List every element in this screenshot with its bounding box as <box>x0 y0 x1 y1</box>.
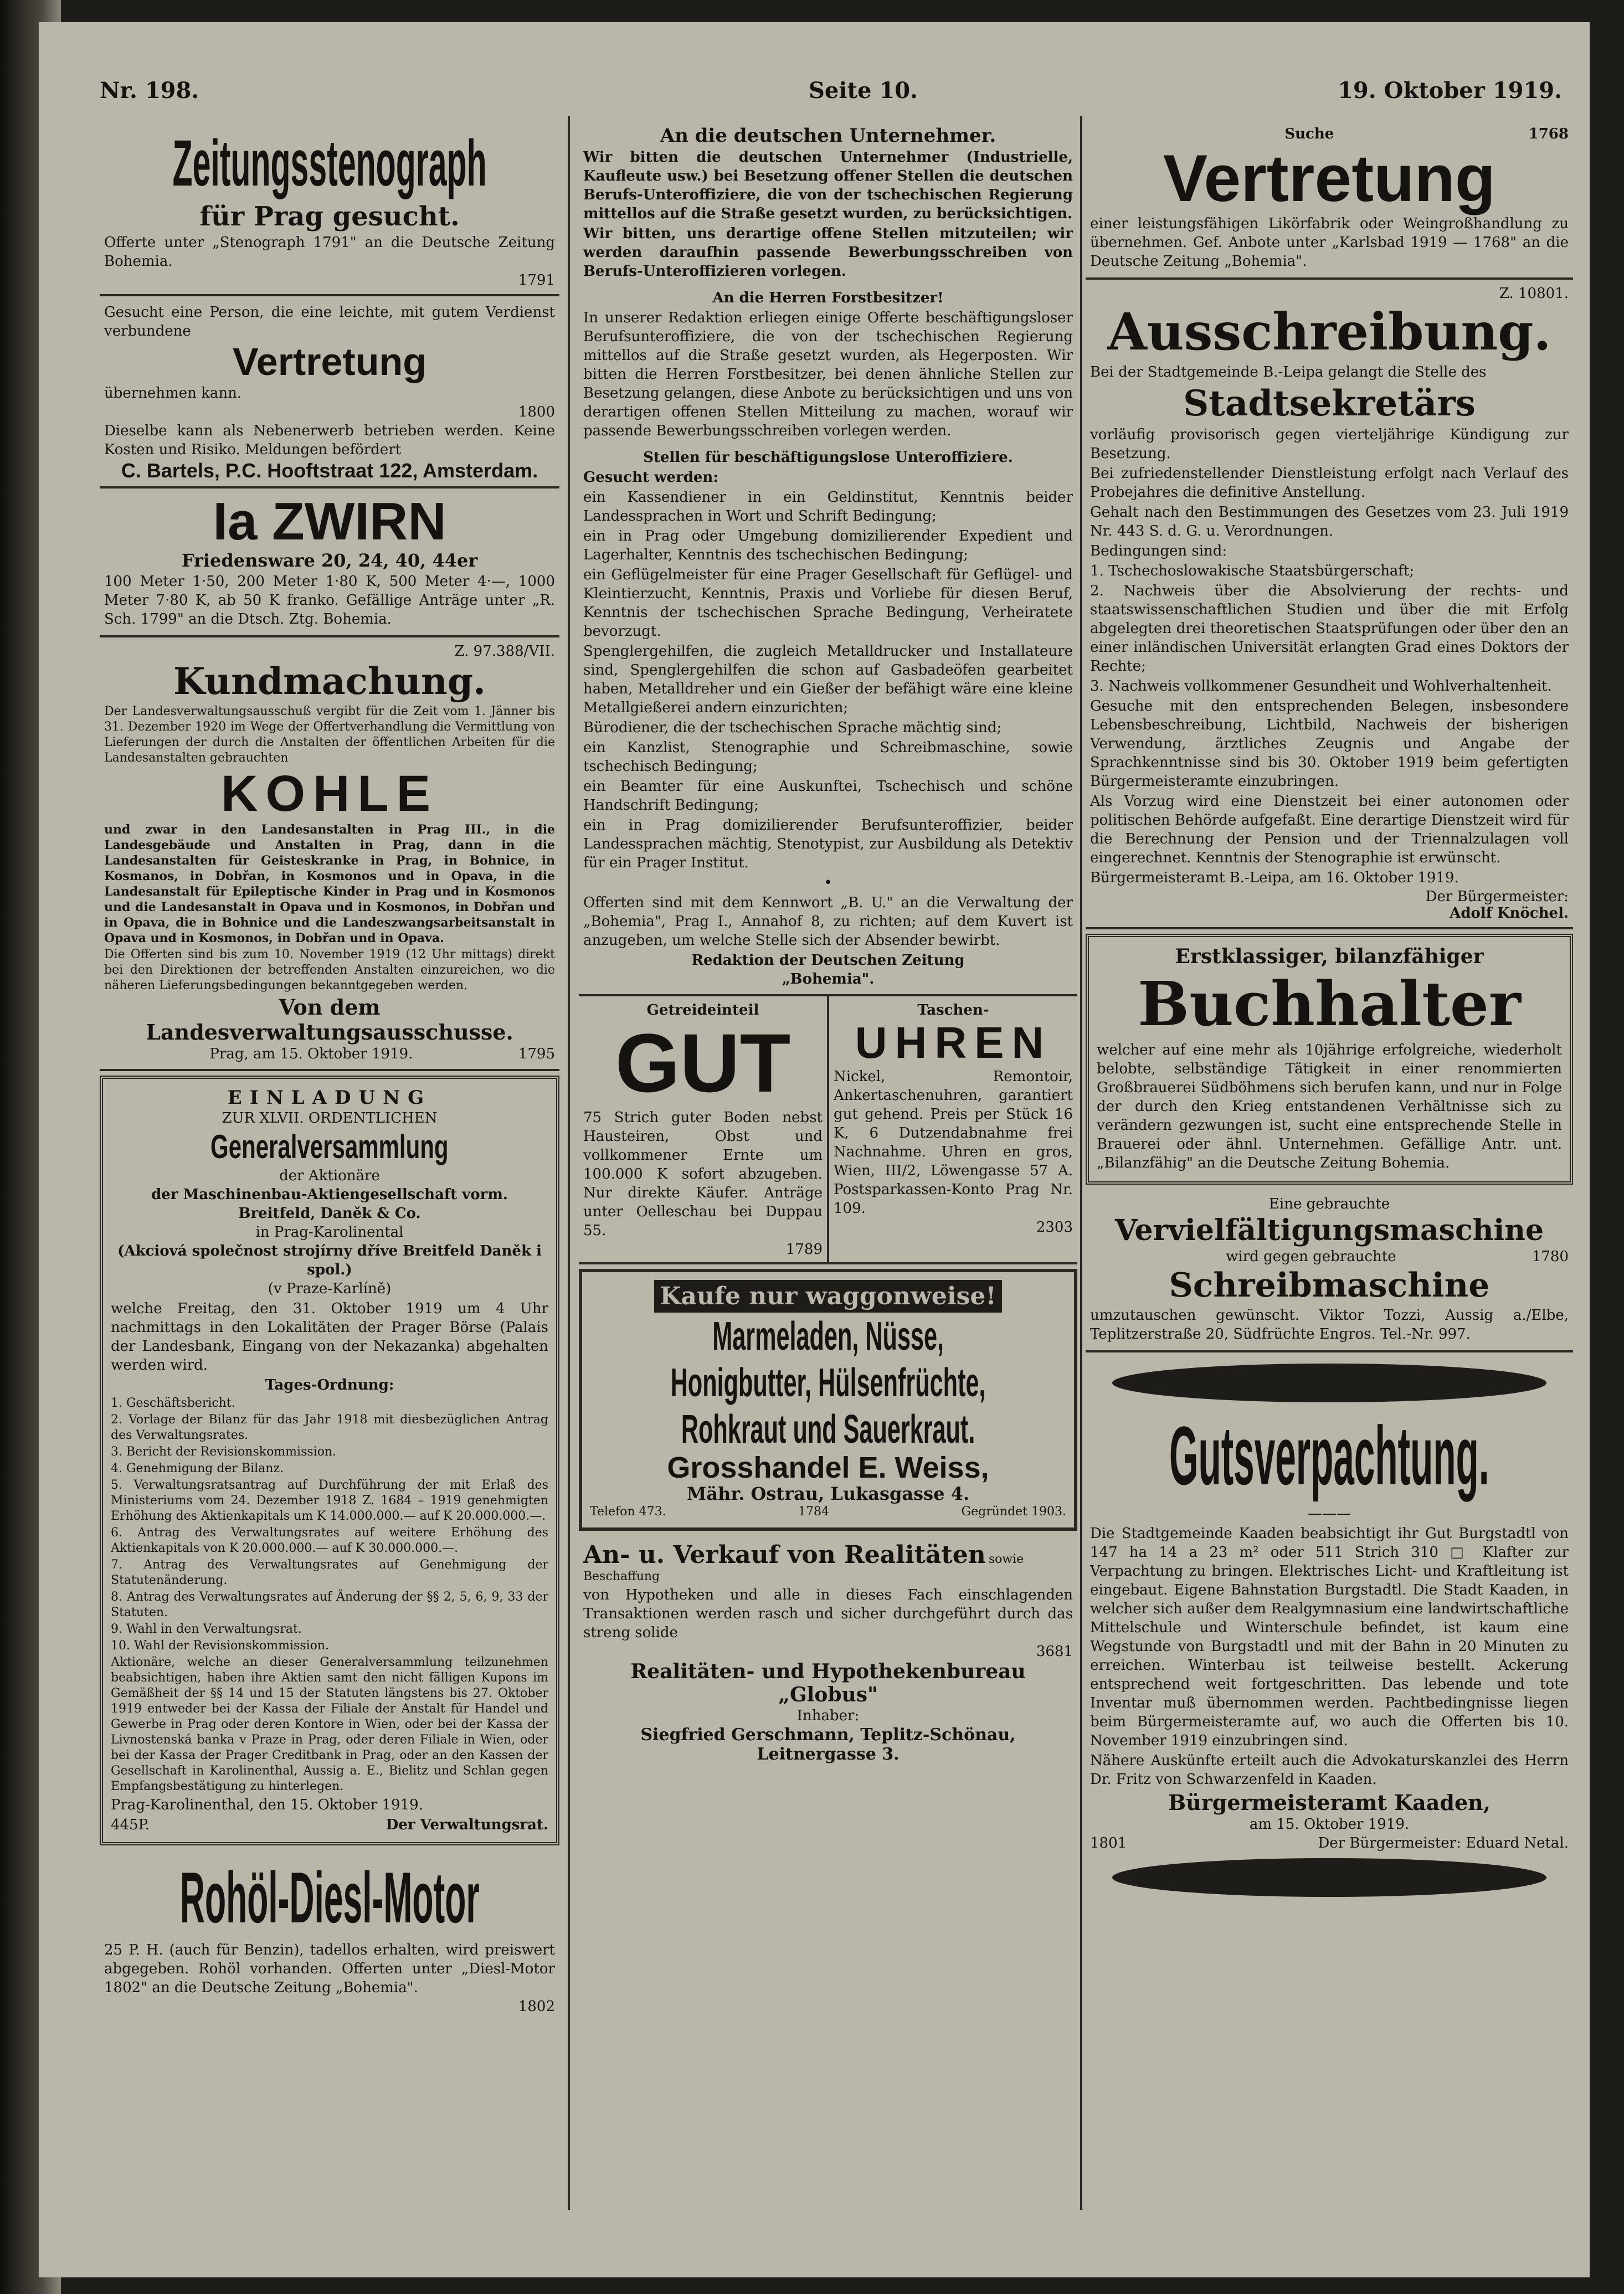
ad-company: Grosshandel E. Weiss, <box>667 1451 989 1484</box>
ad-motor <box>100 1850 559 2020</box>
column-right <box>1086 119 1573 1908</box>
ad-title: UHREN <box>855 1018 1052 1067</box>
list-item: 2. Nachweis über die Absolvierung der rechts- und staatswissenschaftlichen Studien und über die mit Erfolg abgelegten drei theoretischen Staatsprüfungen oder über den an einer inländischen Universität erlangten Grad eines Doktors der Rechte; <box>1090 583 1569 675</box>
list-item: ein in Prag oder Umgebung domizilierender Expedient und Lagerhalter, Kenntnis des tschechischen Bedingung; <box>583 528 1073 563</box>
list-item: ein in Prag domizilierender Berufsunteroffizier, beider Landessprachen mächtig, Stenotypist, zur Ausbildung als Detektiv für ein Prager Institut. <box>583 817 1073 871</box>
decorative-bar <box>1112 1858 1546 1897</box>
ad-text: übernehmen kann. <box>104 384 242 402</box>
ad-title: Vertretung <box>1163 141 1496 215</box>
ad-text: 75 Strich guter Boden nebst Hausteiren, Obst und vollkommener Ernte um 100.000 K sofort abzugeben. Nur direkte Käufer. Anträge unter Oelleschau bei Duppau 55. <box>583 1109 823 1239</box>
ad-subtitle: Friedensware 20, 24, 40, 44er <box>181 550 478 572</box>
ad-text: In unserer Redaktion erliegen einige Offerte beschäftigungsloser Berufsunteroffiziere, die von der tschechischen Regierung mittellos auf die Straße gesetzt wurden, als Hegerposten. Wir bitten die Herren Forstbesitzer, bei denen ähnliche Stellen zur Besetzung gelangen, diese Anbote zu berücksichtigen und uns von derartigen offenen Stellen Mitteilung zu machen, worauf wir passende Bewerbungsschreiben vorlegen werden. <box>583 310 1073 439</box>
ad-reference: Z. 10801. <box>1499 285 1569 302</box>
list-item: ein Beamter für eine Auskunftei, Tschechisch und schöne Handschrift Bedingung; <box>583 778 1073 814</box>
ad-title-row: An- u. Verkauf von Realitäten sowie Beschaffung <box>583 1541 1024 1584</box>
ad-label: Suche 1768 <box>1284 126 1569 142</box>
ad-title: An die deutschen Unternehmer. <box>660 125 996 147</box>
ad-title: EINLADUNG <box>227 1086 432 1109</box>
ad-text: welche Freitag, den 31. Oktober 1919 um 4 Uhr nachmittags in den Lokalitäten der Prager Börse (Palais der Landesbank, Eingang von der Nekazanka) abgehalten werden wird. <box>111 1300 548 1374</box>
ad-text: umzutauschen gewünscht. Viktor Tozzi, Aussig a./Elbe, Teplitzerstraße 20, Südfrüchte Engros. Tel.-Nr. 997. <box>1090 1307 1569 1343</box>
column-rule-1 <box>568 116 570 2210</box>
ad-subtitle: Eine gebrauchte <box>1268 1196 1390 1212</box>
ad-subtitle: Erstklassiger, bilanzfähiger <box>1175 945 1484 968</box>
ad-company: der Maschinenbau-Aktiengesellschaft vorm. Breitfeld, Daněk & Co. <box>151 1186 508 1222</box>
ad-footer: 445P. Der Verwaltungsrat. <box>111 1816 548 1833</box>
ad-text: Gesucht eine Person, die eine leichte, mit gutem Verdienst verbundene <box>104 304 555 340</box>
ad-title: Ausschreibung. <box>1107 302 1551 362</box>
list-item: 9. Wahl in den Verwaltungsrat. <box>111 1622 302 1636</box>
ad-buchhalter <box>1086 934 1573 1185</box>
list-item: 3. Nachweis vollkommener Gesundheit und Wohlverhaltenheit. <box>1090 678 1552 695</box>
ad-reference: Z. 97.388/VII. <box>454 643 555 660</box>
ad-signature: Adolf Knöchel. <box>1450 905 1569 922</box>
ad-title: Zeitungsstenograph <box>172 127 487 200</box>
ad-text: Bei zufriedenstellender Dienstleistung erfolgt nach Verlauf des Probejahres die definitive Anstellung. <box>1090 465 1569 501</box>
ad-text: Die Offerten sind bis zum 10. November 1919 (12 Uhr mittags) direkt bei den Direktionen der betreffenden Anstalten einzureichen, wo die näheren Lieferungsbedingungen bekanntgegeben werden. <box>104 947 555 992</box>
ad-text: Dieselbe kann als Nebenerwerb betrieben werden. Keine Kosten und Risiko. Meldungen befördert <box>104 422 555 458</box>
issue-number: Nr. 198. <box>100 78 199 104</box>
ad-text: Gesuche mit den entsprechenden Belegen, insbesondere Lebensbeschreibung, Lichtbild, Nachweis der bisherigen Verwendung, ärztliches Zeugnis und Angabe der Sprachkenntnisse sind bis 30. Oktober 1919 beim gefertigten Bürgermeisteramte einzubringen. <box>1090 698 1569 790</box>
ad-text: vorläufig provisorisch gegen vierteljährige Kündigung zur Besetzung. <box>1090 426 1569 462</box>
ad-text: Wir bitten die deutschen Unternehmer (Industrielle, Kaufleute usw.) bei Besetzung offener Stellen die deutschen Berufs-Unteroffiziere, die von der tschechischen Regierung mittellos auf die Straße gesetzt wurden, zu berücksichtigen. <box>583 149 1073 222</box>
ad-date: Prag-Karolinenthal, den 15. Oktober 1919. <box>111 1796 423 1813</box>
ad-text: Bei der Stadtgemeinde B.-Leipa gelangt die Stelle des <box>1090 364 1487 380</box>
ad-title: GUT <box>615 1016 791 1109</box>
ad-agenda-title: Tages-Ordnung: <box>265 1376 394 1393</box>
ad-date: Bürgermeisteramt B.-Leipa, am 16. Oktober 1919. <box>1090 870 1459 886</box>
ad-text: Nähere Auskünfte erteilt auch die Advokaturskanzlei des Herrn Dr. Fritz von Schwarzenfeld in Kaaden. <box>1090 1752 1569 1788</box>
product-item: Rohkraut und Sauerkraut. <box>681 1407 975 1452</box>
ad-uhren <box>827 996 1077 1262</box>
ad-weiss <box>579 1269 1077 1531</box>
separator-dot: • <box>824 875 832 891</box>
list-item: 8. Antrag des Verwaltungsrates auf Änderung der §§ 2, 5, 6, 9, 33 der Statuten. <box>111 1590 548 1619</box>
ad-label: Getreideinteil <box>646 1002 759 1019</box>
product-item: Marmeladen, Nüsse, <box>712 1314 944 1359</box>
ad-footer: Telefon 473. 1784 Gegründet 1903. <box>590 1505 1066 1519</box>
ad-stenograph <box>100 119 559 296</box>
column-rule-2 <box>1080 116 1082 2210</box>
issue-date: 19. Oktober 1919. <box>1338 78 1562 104</box>
ad-unternehmer <box>579 119 1077 996</box>
decorative-bar <box>1112 1364 1546 1402</box>
ad-text: Nickel, Remontoir, Ankertaschenuhren, garantiert gut gehend. Preis per Stück 16 K, 6 Dutzendabnahme frei Nachnahme. Uhren en gros, Wien, III/2, Löwengasse 57 A. Postsparkassen-Konto Prag Nr. 109. <box>834 1068 1073 1217</box>
list-item: Bürodiener, die der tschechischen Sprache mächtig sind; <box>583 719 1002 736</box>
ad-label: Taschen- <box>917 1002 989 1019</box>
ad-text: und zwar in den Landesanstalten in Prag III., in die Landesgebäude und Anstalten in Prag, dann in die Landesanstalten für Geisteskranke in Prag, in Bohnice, in Kosmanos, in Dobřan, in Kosmonos und in Opava, in die Landesanstalt für Epileptische Kinder in Prag und in Kosmonos und die Landesanstalt in Opava und in Kosmonos, in Dobřan und in Opava, die in Bohnice und die Landeszwangsarbeitsanstalt in Opava und in Kosmonos, in Dobřan und in Opava. <box>104 822 555 945</box>
ad-signature: Von dem Landesverwaltungsausschusse. <box>146 994 513 1045</box>
ad-title-position: Stadtsekretärs <box>1183 383 1476 424</box>
ad-code: 1800 <box>518 403 555 420</box>
ad-date: am 15. Oktober 1919. <box>1249 1816 1410 1833</box>
list-item: 4. Genehmigung der Bilanz. <box>111 1461 284 1475</box>
ad-place-czech: (v Praze-Karlíně) <box>268 1280 392 1297</box>
ad-code: 3681 <box>1036 1643 1073 1660</box>
list-item: 6. Antrag des Verwaltungsrates auf weitere Erhöhung des Aktienkapitals von K 20.000.000.— auf K 30.000.000.—. <box>111 1525 548 1555</box>
ad-maschine <box>1086 1189 1573 1352</box>
column-middle <box>579 119 1077 1770</box>
list-item: 5. Verwaltungsratsantrag auf Durchführung der mit Erlaß des Ministeriums vom 24. Dezember 1918 Z. 1684 – 1919 genehmigten Erhöhung des Aktienkapitals um K 14.000.000.— auf K 20.000.000.—. <box>111 1478 548 1523</box>
ad-title-kohle: KOHLE <box>221 765 438 822</box>
ad-text: Offerte unter „Stenograph 1791" an die Deutsche Zeitung Bohemia. <box>104 234 555 270</box>
product-item: Honigbutter, Hülsenfrüchte, <box>670 1360 986 1405</box>
ad-place: in Prag-Karolinental <box>255 1223 404 1241</box>
ad-text: Als Vorzug wird eine Dienstzeit bei einer autonomen oder politischen Behörde aufgefaßt. Eine derartige Dienstzeit wird für die Berechnung der Pension und der Triennalzulagen voll eingerechnet. Kenntnis der Stenographie ist erwünscht. <box>1090 793 1569 866</box>
ad-title-schreibmaschine: Schreibmaschine <box>1169 1266 1490 1305</box>
ad-einladung <box>100 1076 559 1845</box>
ad-code: 1789 <box>785 1241 823 1258</box>
ad-place-date: Prag, am 15. Oktober 1919. 1795 <box>209 1045 555 1062</box>
ad-address: C. Bartels, P.C. Hooftstraat 122, Amsterdam. <box>121 459 538 482</box>
ad-office: Realitäten- und Hypothekenbureau „Globus" <box>630 1660 1026 1707</box>
ad-text: der Aktionäre <box>279 1167 380 1184</box>
ad-text-row: wird gegen gebrauchte 1780 <box>1226 1248 1569 1265</box>
list-item: 10. Wahl der Revisionskommission. <box>111 1638 330 1653</box>
list-item: Spenglergehilfen, die zugleich Metalldrucker und Installateure sind, Spenglergehilfen die schon auf Gasbadeöfen gearbeitet haben, Metalldreher und ein Gießer der befähigt wäre eine kleine Metallgießerei andern einzurichten; <box>583 643 1073 716</box>
ad-title: Kundmachung. <box>173 660 486 703</box>
section-title: Stellen für beschäftigungslose Unteroffiziere. <box>643 449 1013 466</box>
ad-text: Offerten sind mit dem Kennwort „B. U." an die Verwaltung der „Bohemia", Prag I., Annahof 8, zu richten; auf dem Kuvert ist anzugeben, um welche Stelle sich der Absender bewirbt. <box>583 894 1073 949</box>
ad-text: Gehalt nach den Bestimmungen des Gesetzes vom 23. Juli 1919 Nr. 443 S. d. G. u. Verordnungen. <box>1090 504 1569 539</box>
ad-text: Bedingungen sind: <box>1090 543 1227 559</box>
ad-title: Ia ZWIRN <box>213 492 446 552</box>
ad-office: Bürgermeisteramt Kaaden, <box>1168 1790 1491 1815</box>
ad-title-generalversammlung: Generalversammlung <box>210 1128 449 1165</box>
ad-ausschreibung <box>1086 280 1573 929</box>
ad-title: Vertretung <box>232 340 427 383</box>
ad-text: 25 P. H. (auch für Benzin), tadellos erhalten, wird preiswert abgegeben. Rohöl vorhanden. Offerten unter „Diesl-Motor 1802" an die Deutsche Zeitung „Bohemia". <box>104 1941 555 1996</box>
separator-rule: ——— <box>1308 1505 1351 1522</box>
list-item: ein Geflügelmeister für eine Prager Gesellschaft für Geflügel- und Kleintierzucht, Kenntnis, Praxis und Vorliebe für diesen Beruf, Kenntnis der tschechischen Sprache Bedingung, Verheiratete bevorzugt. <box>583 567 1073 640</box>
ad-label: Inhaber: <box>796 1707 860 1725</box>
list-item: ein Kassendiener in ein Geldinstitut, Kenntnis beider Landessprachen in Wort und Schrift Bedingung; <box>583 489 1073 524</box>
agenda-list <box>111 1396 548 1654</box>
ad-text: 100 Meter 1·50, 200 Meter 1·80 K, 500 Meter 4·—, 1000 Meter 7·80 K, ab 50 K franko. Gefällige Anträge unter „R. Sch. 1799" an die Dtsch. Ztg. Bohemia. <box>104 573 555 628</box>
ad-text: Die Stadtgemeinde Kaaden beabsichtigt ihr Gut Burgstadtl von 147 ha 14 a 23 m² oder 511 Strich 310 □ Klafter zur Verpachtung zu bringen. Elektrisches Licht- und Kraftleitung ist eingebaut. Eigene Bahnstation Burgstadtl. Die Stadt Kaaden, in welcher sich außer dem Realgymnasium eine landwirtschaftliche Mittelschule und Winterschule befindet, ist kaum eine Wegstunde von Burgstadtl und mit der Bahn in 20 Minuten zu erreichen. Winterbau ist teilweise bestellt. Ackerung entsprechend weit fortgeschritten. Das lebende und tote Inventar muß übernommen werden. Pachtbedingnisse liegen beim Bürgermeisteramte auf, wo auch die Offerten bis 10. November 1919 einzubringen sind. <box>1090 1525 1569 1749</box>
ad-suche <box>1086 119 1573 280</box>
ad-text: Gesucht werden: <box>583 469 718 486</box>
list-item: 1. Geschäftsbericht. <box>111 1396 235 1410</box>
ad-text: von Hypotheken und alle in dieses Fach einschlagenden Transaktionen werden rasch und sicher durchgeführt durch das streng solide <box>583 1587 1073 1642</box>
ad-company-czech: (Akciová společnost strojírny dříve Breitfeld Daněk i spol.) <box>117 1242 542 1278</box>
ad-text: Der Landesverwaltungsausschuß vergibt für die Zeit vom 1. Jänner bis 31. Dezember 1920 im Wege der Offertverhandlung die Vermittlung von Lieferungen der durch die Anstalten der öffentlichen Arbeiten für die Landesanstalten gebrauchten <box>104 704 555 765</box>
ad-title: Kaufe nur waggonweise! <box>654 1280 1001 1313</box>
ad-text: Wir bitten, uns derartige offene Stellen mitzuteilen; wir werden daraufhin passende Bewerbungsschreiben von Berufs-Unteroffizieren vorlegen. <box>583 225 1073 280</box>
list-item: 3. Bericht der Revisionskommission. <box>111 1444 337 1459</box>
ad-code: 1802 <box>518 1998 555 2015</box>
ad-signature: Der Bürgermeister: <box>1425 888 1569 905</box>
ad-subtitle: ZUR XLVII. ORDENTLICHEN <box>222 1109 438 1127</box>
list-item: 7. Antrag des Verwaltungsrates auf Genehmigung der Statutenänderung. <box>111 1557 548 1587</box>
page-number: Seite 10. <box>809 78 918 104</box>
section-title: An die Herren Forstbesitzer! <box>712 290 944 306</box>
ad-title: Buchhalter <box>1138 968 1521 1040</box>
ad-code: 2303 <box>1036 1219 1073 1236</box>
ad-gutsverpachtung <box>1086 1352 1573 1908</box>
ad-signature: „Bohemia". <box>782 971 875 987</box>
ad-kundmachung <box>100 637 559 1071</box>
ad-code: 1791 <box>518 272 555 289</box>
ad-footer: 1801 Der Bürgermeister: Eduard Netal. <box>1090 1835 1569 1851</box>
list-item: ein Kanzlist, Stenographie und Schreibmaschine, sowie tschechisch Bedingung; <box>583 739 1073 775</box>
ad-address: Mähr. Ostrau, Lukasgasse 4. <box>686 1483 970 1505</box>
column-left <box>100 119 559 2020</box>
ad-subtitle: für Prag gesucht. <box>199 201 460 232</box>
ad-title: Gutsverpachtung. <box>1169 1409 1489 1502</box>
ad-text: welcher auf eine mehr als 10jährige erfolgreiche, wiederholt belobte, selbständige Tätigkeit in einer renommierten Großbrauerei Südböhmens sich berufen kann, und nur in Folge der durch den Krieg entstandenen Verhältnisse sich zu verändern gezwungen ist, sucht eine entsprechende Stelle in Brauerei oder ähnl. Unternehmen. Gefällige Antr. unt. „Bilanzfähig" an die Deutsche Zeitung Bohemia. <box>1097 1042 1562 1171</box>
ad-zwirn <box>100 488 559 637</box>
ad-owner: Siegfried Gerschmann, Teplitz-Schönau, Leitnergasse 3. <box>640 1725 1016 1765</box>
ad-title: Rohöl-Diesl-Motor <box>179 1856 480 1938</box>
ad-realitaeten <box>579 1535 1077 1770</box>
ad-vertretung <box>100 296 559 488</box>
ad-signature: Redaktion der Deutschen Zeitung <box>691 952 965 969</box>
ad-text: Aktionäre, welche an dieser Generalversammlung teilzunehmen beabsichtigen, haben ihre Aktien samt den nicht fälligen Kupons im Gemäßheit der §§ 14 und 15 der Statuten längstens bis 27. Oktober 1919 entweder bei der Kassa der Filiale der Anstalt für Handel und Gewerbe in Prag oder deren Kontore in Wien, oder bei der Kassa der Livnostenská banka v Praze in Prag, oder deren Filiale in Wien, oder bei der Kassa der Prager Creditbank in Prag, oder an den Kassen der Gesellschaft in Karolinenthal, Aussig a. E., Bielitz und Schlan gegen Empfangsbestätigung zu hinterlegen. <box>111 1655 548 1793</box>
ad-title: Vervielfältigungsmaschine <box>1114 1213 1544 1247</box>
list-item: 2. Vorlage der Bilanz für das Jahr 1918 mit diesbezüglichen Antrag des Verwaltungsrates. <box>111 1412 548 1442</box>
ad-gut <box>579 996 827 1262</box>
ad-text: einer leistungsfähigen Likörfabrik oder Weingroßhandlung zu übernehmen. Gef. Anbote unter „Karlsbad 1919 — 1768" an die Deutsche Zeitung „Bohemia". <box>1090 215 1569 270</box>
list-item: 1. Tschechoslowakische Staatsbürgerschaft; <box>1090 563 1415 579</box>
ad-row-gut-uhren <box>579 996 1077 1264</box>
